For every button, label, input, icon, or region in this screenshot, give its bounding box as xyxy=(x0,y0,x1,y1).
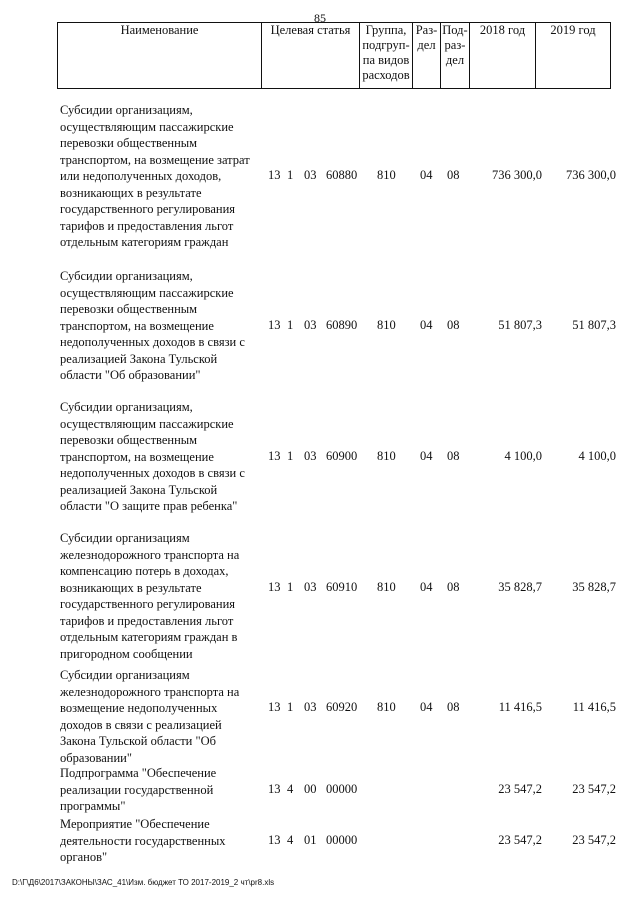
row-name-line: Субсидии организациям, xyxy=(60,269,193,283)
podrazdel: 08 xyxy=(447,448,460,463)
header-group-line: подгруп- xyxy=(362,38,410,52)
amount-2019: 23 547,2 xyxy=(572,781,616,796)
row-name-line: государственного регулирования xyxy=(60,597,236,611)
row-name-line: перевозки общественным xyxy=(60,136,198,150)
header-podrazdel-line: Под- xyxy=(442,23,468,37)
header-group xyxy=(360,23,413,89)
row-name-line: отдельным категориям граждан в xyxy=(60,630,238,644)
target-program: 13 xyxy=(268,317,281,332)
row-name-line: доходов в связи с реализацией xyxy=(60,717,222,732)
row-name-line: Подпрограмма "Обеспечение xyxy=(60,766,217,780)
expense-group: 810 xyxy=(377,317,396,332)
target-program: 13 xyxy=(268,781,281,796)
file-path-footer: D:\Г\Д6\2017\ЗАКОНЫ\ЗАС_41\Изм. бюджет ТО 2017-2019_2 чт\pr8.xls xyxy=(12,878,275,887)
target-code: 60880 xyxy=(326,168,358,182)
amount-2019: 11 416,5 xyxy=(572,700,616,714)
header-razdel-line: дел xyxy=(417,38,436,52)
row-name xyxy=(60,765,275,815)
row-name xyxy=(60,667,275,766)
target-subprogram: 1 xyxy=(287,700,294,714)
amount-2018: 11 416,5 xyxy=(498,700,542,714)
header-name: Наименование xyxy=(58,23,262,89)
row-name-line: Мероприятие "Обеспечение xyxy=(60,817,210,831)
amount-2019: 4 100,0 xyxy=(578,448,616,463)
row-name-line: тарифов и предоставления льгот xyxy=(60,613,234,628)
target-subprogram: 1 xyxy=(287,579,294,594)
row-name-line: органов" xyxy=(60,850,108,864)
header-podrazdel-line: дел xyxy=(445,53,465,67)
target-program: 13 xyxy=(268,168,281,182)
amount-2018: 4 100,0 xyxy=(504,448,542,463)
podrazdel: 08 xyxy=(447,317,460,332)
expense-group: 810 xyxy=(377,168,396,182)
row-name-line: реализацией Закона Тульской xyxy=(60,482,218,497)
header-podrazdel xyxy=(441,23,470,89)
target-code: 60910 xyxy=(326,579,358,594)
row-name-line: реализацией Закона Тульской xyxy=(60,351,218,366)
target-event: 03 xyxy=(304,168,317,182)
amount-2019: 35 828,7 xyxy=(572,579,616,594)
target-event: 01 xyxy=(304,832,317,847)
razdel: 04 xyxy=(420,700,433,714)
row-name xyxy=(60,268,275,384)
header-2019: 2019 год xyxy=(536,23,611,89)
page-number: 85 xyxy=(314,11,326,25)
row-name xyxy=(60,399,275,515)
row-name-line: осуществляющим пассажирские xyxy=(60,119,234,134)
target-event: 03 xyxy=(304,317,317,332)
table-header xyxy=(57,22,611,89)
podrazdel: 08 xyxy=(447,700,460,714)
row-name-line: пригородном сообщении xyxy=(60,646,193,661)
amount-2019: 51 807,3 xyxy=(572,317,616,332)
razdel: 04 xyxy=(420,448,433,463)
amount-2018: 35 828,7 xyxy=(498,579,542,594)
target-program: 13 xyxy=(268,832,281,847)
header-podrazdel-line: раз- xyxy=(444,38,466,52)
row-name-line: области "Об образовании" xyxy=(60,368,201,382)
target-event: 03 xyxy=(304,579,317,594)
amount-2019: 23 547,2 xyxy=(572,832,616,847)
target-subprogram: 4 xyxy=(287,781,294,796)
row-name-line: Субсидии организациям xyxy=(60,668,190,682)
row-name-line: образовании" xyxy=(60,750,132,765)
row-name-line: транспортом, на возмещение xyxy=(60,318,214,333)
row-name-line: Закона Тульской области "Об xyxy=(60,734,216,748)
row-name-line: Субсидии организациям, xyxy=(60,400,193,414)
row-name-line: тарифов и предоставления льгот xyxy=(60,218,234,233)
target-code: 00000 xyxy=(326,832,358,847)
row-name xyxy=(60,816,275,866)
target-program: 13 xyxy=(268,579,281,594)
podrazdel: 08 xyxy=(447,168,460,182)
row-name-line: Субсидии организациям, xyxy=(60,103,193,117)
target-program: 13 xyxy=(268,448,281,463)
target-event: 03 xyxy=(304,700,317,714)
row-name-line: транспортом, на возмещение xyxy=(60,449,214,464)
expense-group: 810 xyxy=(377,700,396,714)
target-code: 00000 xyxy=(326,781,358,796)
row-name-line: государственного регулирования xyxy=(60,202,236,216)
row-name-line: возникающих в результате xyxy=(60,185,202,200)
target-event: 03 xyxy=(304,448,317,463)
row-name-line: осуществляющим пассажирские xyxy=(60,285,234,300)
row-name-line: деятельности государственных xyxy=(60,833,226,848)
target-subprogram: 1 xyxy=(287,448,294,463)
row-name-line: осуществляющим пассажирские xyxy=(60,416,234,431)
row-name-line: транспортом, на возмещение затрат xyxy=(60,152,250,167)
target-code: 60920 xyxy=(326,700,358,714)
row-name-line: компенсацию потерь в доходах, xyxy=(60,564,229,578)
row-name-line: перевозки общественным xyxy=(60,302,198,316)
podrazdel: 08 xyxy=(447,579,460,594)
target-code: 60890 xyxy=(326,317,358,332)
row-name-line: железнодорожного транспорта на xyxy=(60,684,240,699)
amount-2018: 23 547,2 xyxy=(498,781,542,796)
row-name-line: отдельным категориям граждан xyxy=(60,235,229,249)
header-group-line: Группа, xyxy=(365,23,407,37)
header-group-line: расходов xyxy=(362,68,410,82)
target-program: 13 xyxy=(268,700,281,714)
header-razdel-line: Раз- xyxy=(415,23,438,37)
razdel: 04 xyxy=(420,168,433,182)
amount-2018: 51 807,3 xyxy=(498,317,542,332)
row-name-line: области "О защите прав ребенка" xyxy=(60,499,238,513)
razdel: 04 xyxy=(420,579,433,594)
row-name-line: программы" xyxy=(60,799,126,813)
row-name xyxy=(60,530,275,662)
razdel: 04 xyxy=(420,317,433,332)
row-name-line: Субсидии организациям xyxy=(60,531,190,545)
header-group-line: па видов xyxy=(362,53,410,67)
row-name-line: или недополученных доходов, xyxy=(60,169,222,183)
amount-2019: 736 300,0 xyxy=(566,168,616,182)
header-2018: 2018 год xyxy=(470,23,536,89)
row-name-line: железнодорожного транспорта на xyxy=(60,547,240,562)
target-code: 60900 xyxy=(326,448,358,463)
row-name-line: перевозки общественным xyxy=(60,433,198,447)
target-subprogram: 1 xyxy=(287,168,294,182)
row-name xyxy=(60,102,275,251)
target-subprogram: 1 xyxy=(287,317,294,332)
expense-group: 810 xyxy=(377,579,396,594)
row-name-line: недополученных доходов в связи с xyxy=(60,466,245,480)
amount-2018: 23 547,2 xyxy=(498,832,542,847)
row-name-line: реализации государственной xyxy=(60,782,214,797)
target-subprogram: 4 xyxy=(287,832,294,847)
row-name-line: недополученных доходов в связи с xyxy=(60,335,245,349)
header-target: Целевая статья xyxy=(262,23,360,89)
row-name-line: возмещение недополученных xyxy=(60,701,218,715)
expense-group: 810 xyxy=(377,448,396,463)
amount-2018: 736 300,0 xyxy=(492,168,542,182)
row-name-line: возникающих в результате xyxy=(60,580,202,595)
target-event: 00 xyxy=(304,781,317,796)
header-razdel xyxy=(413,23,441,89)
